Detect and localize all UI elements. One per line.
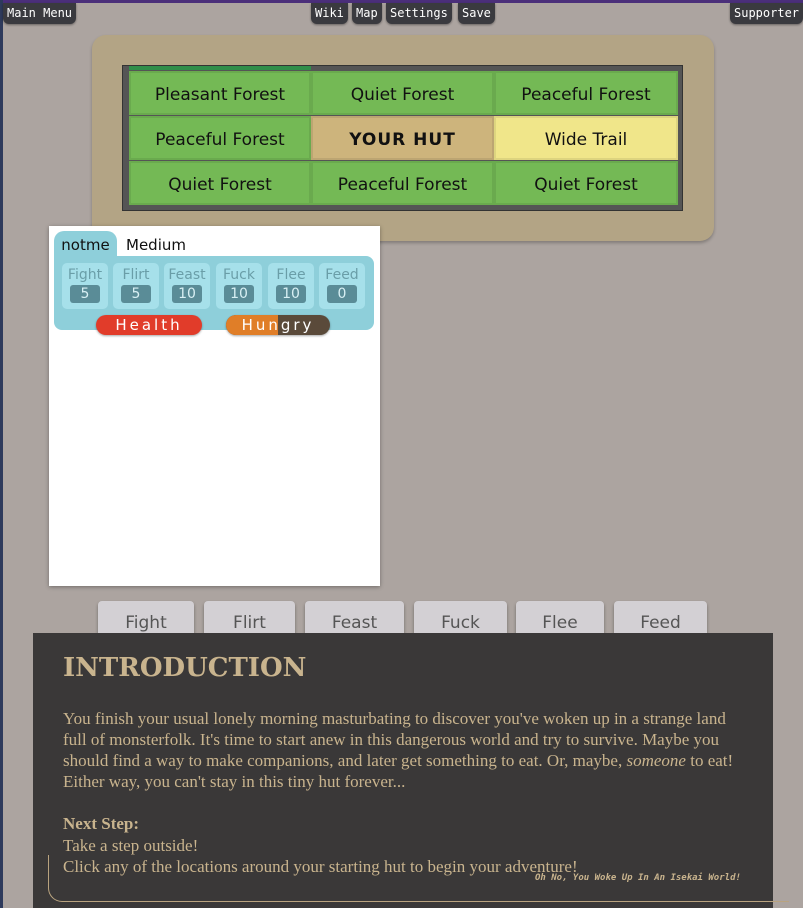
- character-name-tab[interactable]: notme: [54, 231, 117, 259]
- stat-flee-label: Flee: [276, 267, 306, 283]
- save-button[interactable]: Save: [458, 3, 495, 24]
- stat-fuck-value: 10: [224, 285, 254, 303]
- map-cell-quiet-forest-southwest[interactable]: Quiet Forest: [129, 161, 311, 205]
- game-tagline: Oh No, You Woke Up In An Isekai World!: [535, 873, 741, 883]
- stat-feed-label: Feed: [325, 267, 359, 283]
- stat-feast-value: 10: [172, 285, 202, 303]
- story-title: INTRODUCTION: [63, 653, 307, 683]
- story-text: [63, 708, 753, 792]
- map-cell-pleasant-forest[interactable]: Pleasant Forest: [129, 71, 311, 115]
- stat-feed: [319, 263, 365, 309]
- main-menu-button[interactable]: Main Menu: [3, 3, 76, 24]
- left-accent-line: [0, 0, 3, 908]
- map-cell-quiet-forest-southeast[interactable]: Quiet Forest: [494, 161, 678, 205]
- flirt-action-button[interactable]: Flirt: [204, 601, 295, 646]
- stat-fight: [62, 263, 108, 309]
- story-paragraph-end: to eat! Either way, you can't stay in this tiny hut forever...: [63, 751, 734, 791]
- map-cell-peaceful-forest-northeast[interactable]: Peaceful Forest: [494, 71, 678, 115]
- stat-flirt-label: Flirt: [122, 267, 150, 283]
- stat-fuck-label: Fuck: [223, 267, 255, 283]
- stat-feed-value: 0: [327, 285, 357, 303]
- supporter-button[interactable]: Supporter: [730, 3, 803, 24]
- step-2-text: Click any of the locations around your starting hut to begin your adventure!: [63, 857, 578, 876]
- map-cell-quiet-forest-north[interactable]: Quiet Forest: [311, 71, 494, 115]
- step-1-text: Take a step outside!: [63, 836, 199, 855]
- settings-button[interactable]: Settings: [386, 3, 452, 24]
- story-emphasis: someone: [626, 751, 686, 770]
- stat-feast: [164, 263, 210, 309]
- story-paragraph: You finish your usual lonely morning masturbating to discover you've woken up in a strange land full of monsterfolk. It's time to start anew in this dangerous world and try to survive. Maybe you should find a way to make companions, and later get something to eat. Or, maybe,: [63, 709, 726, 770]
- next-step-label: Next Step:: [63, 814, 140, 833]
- feed-action-button[interactable]: Feed: [614, 601, 707, 646]
- next-step-list: [63, 835, 578, 877]
- feast-action-button[interactable]: Feast: [305, 601, 404, 646]
- difficulty-label: Medium: [126, 236, 186, 254]
- fuck-action-button[interactable]: Fuck: [414, 601, 507, 646]
- hunger-bar: [226, 315, 330, 335]
- character-panel: [49, 226, 380, 586]
- stat-flirt-value: 5: [121, 285, 151, 303]
- stat-feast-label: Feast: [168, 267, 206, 283]
- map-cell-peaceful-forest-west[interactable]: Peaceful Forest: [129, 116, 311, 160]
- stat-flee: [268, 263, 314, 309]
- map-cell-your-hut[interactable]: YOUR HUT: [311, 116, 494, 160]
- stat-fight-value: 5: [70, 285, 100, 303]
- story-panel: [33, 633, 773, 908]
- map-cell-peaceful-forest-south[interactable]: Peaceful Forest: [311, 161, 494, 205]
- flee-action-button[interactable]: Flee: [516, 601, 604, 646]
- hunger-label: Hungry: [241, 316, 315, 334]
- map-cell-wide-trail[interactable]: Wide Trail: [494, 116, 678, 160]
- map-grid: [122, 65, 683, 211]
- stat-fuck: [216, 263, 262, 309]
- health-bar: Health: [96, 315, 202, 335]
- fight-action-button[interactable]: Fight: [98, 601, 194, 646]
- stat-flirt: [113, 263, 159, 309]
- map-top-strip: [129, 66, 311, 70]
- stat-flee-value: 10: [276, 285, 306, 303]
- stat-fight-label: Fight: [67, 267, 103, 283]
- wiki-button[interactable]: Wiki: [311, 3, 348, 24]
- map-button[interactable]: Map: [352, 3, 382, 24]
